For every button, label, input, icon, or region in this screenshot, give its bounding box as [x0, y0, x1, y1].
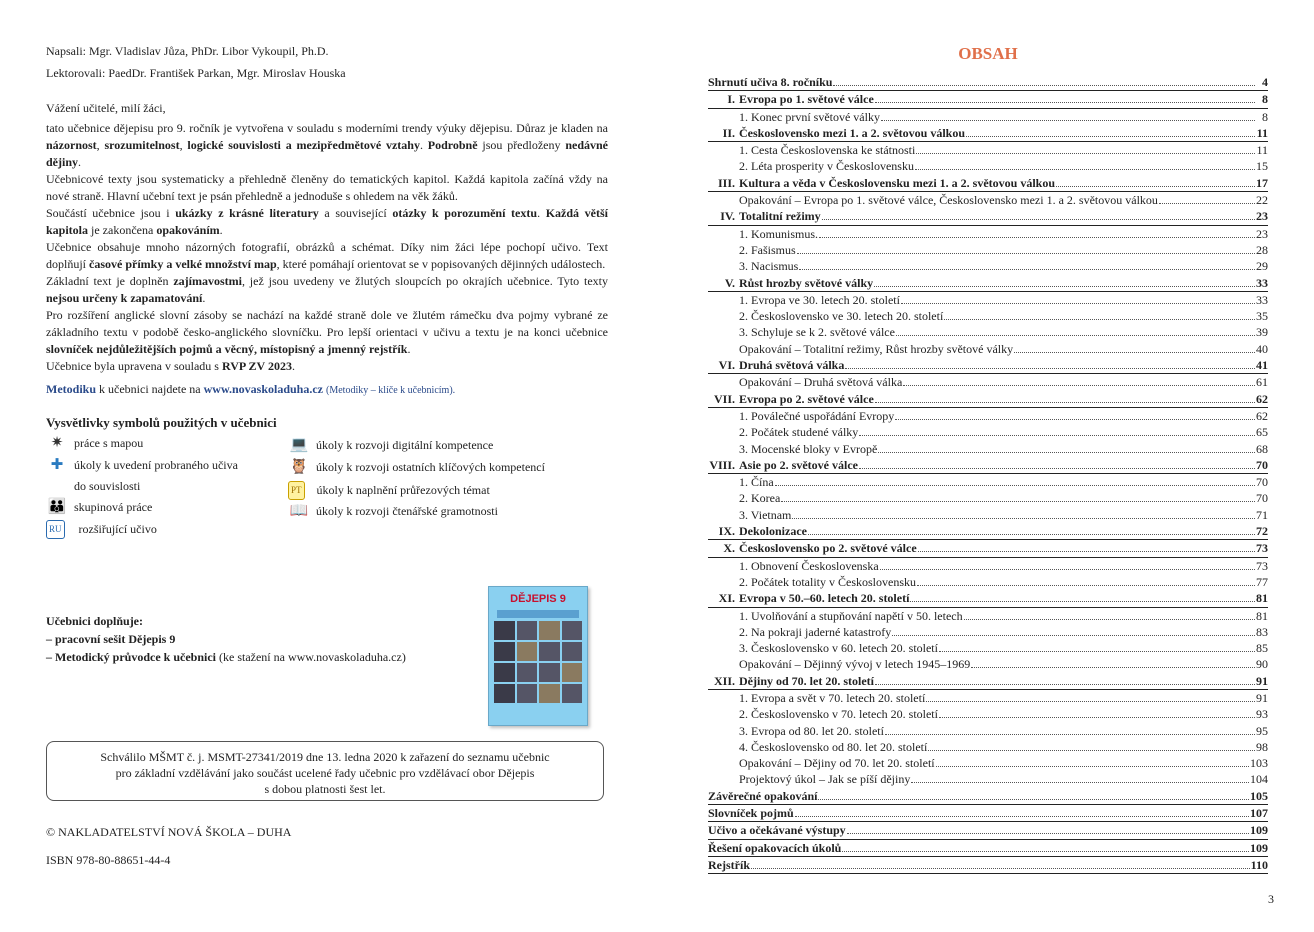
- page-number: 3: [1268, 892, 1274, 906]
- supplement-item: – pracovní sešit Dějepis 9: [46, 632, 176, 646]
- toc-leader-dots: [822, 219, 1255, 220]
- toc-entry-page: 28: [1256, 242, 1268, 257]
- approval-line: s dobou platnosti šest let.: [264, 782, 386, 796]
- isbn: ISBN 978-80-88651-44-4: [46, 853, 171, 867]
- toc-entry: [708, 226, 1268, 242]
- left-page: [46, 40, 609, 867]
- toc-leader-dots: [1014, 352, 1255, 353]
- toc-leader-dots: [964, 619, 1255, 620]
- toc-entry: [708, 91, 1268, 108]
- toc-entry-title: 1. Evropa a svět v 70. letech 20. století: [739, 690, 926, 705]
- methodology-small-note: (Metodiky – klíče k učebnicím).: [326, 385, 456, 396]
- owl-icon: 🦉: [289, 459, 309, 475]
- toc-leader-dots: [818, 799, 1249, 800]
- toc-entry: [708, 424, 1268, 440]
- toc-entry-title: Evropa v 50.–60. letech 20. století: [739, 591, 910, 606]
- toc-entry-page: 11: [1256, 125, 1268, 140]
- toc-leader-dots: [799, 269, 1255, 270]
- approval-line: Schválilo MŠMT č. j. MSMT-27341/2019 dne 13. ledna 2020 k zařazení do seznamu učebnic: [100, 750, 550, 764]
- legend-context-cont: [74, 478, 140, 495]
- greeting: Vážení učitelé, milí žáci,: [46, 101, 166, 115]
- toc-entry-page: 91: [1256, 673, 1268, 688]
- toc-leader-dots: [859, 435, 1255, 436]
- toc-entry-number: VIII.: [709, 457, 735, 472]
- legend-group: [46, 499, 152, 516]
- toc-entry-title: 3. Vietnam: [739, 507, 792, 522]
- toc-entry-title: 2. Na pokraji jaderné katastrofy: [739, 624, 892, 639]
- toc-entry: [708, 739, 1268, 755]
- toc-entry-title: Růst hrozby světové války: [739, 275, 874, 290]
- intro-text: [46, 100, 608, 375]
- toc-entry: [708, 125, 1268, 142]
- toc-entry-page: 73: [1256, 558, 1268, 573]
- toc-title: OBSAH: [958, 44, 1018, 63]
- toc-entry-page: 81: [1256, 591, 1268, 606]
- toc-leader-dots: [896, 335, 1255, 336]
- toc-leader-dots: [875, 684, 1255, 685]
- toc-entry: [708, 624, 1268, 640]
- legend-digital: [288, 437, 493, 454]
- toc-entry: [708, 507, 1268, 523]
- toc-leader-dots: [910, 601, 1255, 602]
- legend-label: práce s mapou: [74, 436, 144, 450]
- toc-entry-title: 2. Československo ve 30. letech 20. století: [739, 309, 944, 324]
- toc-entry-title: 1. Čína: [739, 475, 774, 490]
- toc-leader-dots: [895, 419, 1255, 420]
- toc-entry-title: 1. Uvolňování a stupňování napětí v 50. letech: [739, 608, 963, 623]
- table-of-contents: [708, 74, 1268, 874]
- toc-entry-page: 85: [1256, 641, 1268, 656]
- intro-paragraph: Učebnice byla upravena v souladu s RVP ZV 2023.: [46, 359, 295, 373]
- toc-entry-number: V.: [724, 275, 735, 290]
- toc-entry: [708, 74, 1268, 91]
- workbook-cover-image: [488, 586, 588, 726]
- toc-entry-page: 110: [1250, 857, 1268, 872]
- legend-reading: [288, 503, 498, 520]
- toc-leader-dots: [833, 85, 1255, 86]
- toc-entry-page: 11: [1256, 143, 1268, 158]
- toc-entry-title: 3. Evropa od 80. let 20. století: [739, 723, 884, 738]
- symbol-legend: [46, 435, 608, 555]
- toc-entry: [708, 391, 1268, 408]
- toc-entry-title: Asie po 2. světové válce: [739, 457, 858, 472]
- toc-entry-page: 109: [1250, 840, 1268, 855]
- toc-leader-dots: [792, 518, 1255, 519]
- toc-entry: [708, 656, 1268, 672]
- reviewers: Lektorovali: PaedDr. František Parkan, Mgr. Miroslav Houska: [46, 66, 346, 80]
- toc-entry: [708, 523, 1268, 540]
- legend-label: úkoly k rozvoji čtenářské gramotnosti: [316, 504, 498, 518]
- toc-leader-dots: [819, 237, 1255, 238]
- toc-entry: [708, 258, 1268, 274]
- toc-entry-number: X.: [723, 541, 735, 556]
- toc-entry-number: IX.: [718, 524, 735, 539]
- legend-cross: [288, 481, 490, 500]
- intro-paragraph: Učebnicové texty jsou systematicky a přehledně členěny do tematických kapitol. Každá kapitola začíná vždy na nové straně. Hlavní učební text je psán přehledně a jednoduše s ohledem na věk žáků.: [46, 172, 608, 203]
- methodology-link[interactable]: Metodiku: [46, 382, 97, 396]
- supplement-item-bold: – Metodický průvodce k učebnici: [46, 650, 216, 664]
- toc-entry-number: III.: [717, 175, 735, 190]
- toc-entry-page: 62: [1256, 408, 1268, 423]
- toc-leader-dots: [915, 169, 1255, 170]
- toc-leader-dots: [880, 569, 1255, 570]
- toc-entry-page: 70: [1256, 491, 1268, 506]
- toc-leader-dots: [936, 766, 1249, 767]
- supplement-title: Učebnici doplňuje:: [46, 614, 144, 628]
- toc-entry: [708, 755, 1268, 771]
- toc-entry-title: 3. Mocenské bloky v Evropě: [739, 441, 878, 456]
- toc-entry-title: Shrnutí učiva 8. ročníku: [708, 75, 833, 89]
- toc-leader-dots: [781, 501, 1255, 502]
- legend-context: [46, 457, 238, 474]
- legend-map: [46, 435, 143, 452]
- toc-leader-dots: [911, 782, 1249, 783]
- toc-entry-title: Učivo a očekávané výstupy: [708, 823, 846, 838]
- toc-leader-dots: [795, 816, 1249, 817]
- toc-entry-page: 41: [1256, 358, 1268, 373]
- intro-paragraph: Součástí učebnice jsou i ukázky z krásné literatury a související otázky k porozumění textu. Každá větší kapitola je zakončena opakováním.: [46, 206, 609, 237]
- toc-entry: [708, 408, 1268, 424]
- cover-title: DĚJEPIS 9: [510, 593, 566, 605]
- pt-badge-icon: PT: [288, 481, 305, 500]
- toc-leader-dots: [916, 153, 1255, 154]
- toc-entry-title: 1. Konec první světové války: [739, 109, 880, 124]
- legend-key: [288, 459, 545, 476]
- toc-leader-dots: [939, 651, 1255, 652]
- toc-entry: [708, 840, 1268, 857]
- toc-entry-page: 72: [1256, 524, 1268, 539]
- credits: [46, 40, 608, 84]
- toc-entry-number: XI.: [718, 591, 735, 606]
- toc-entry-title: Československo mezi 1. a 2. světovou válkou: [739, 125, 966, 140]
- toc-leader-dots: [892, 635, 1255, 636]
- toc-leader-dots: [845, 368, 1255, 369]
- toc-leader-dots: [878, 452, 1255, 453]
- toc-entry-page: 61: [1256, 375, 1268, 390]
- toc-entry-title: 1. Obnovení Československa: [739, 558, 879, 573]
- toc-entry: [708, 242, 1268, 258]
- cover-subtitle-bar: [497, 610, 579, 618]
- toc-leader-dots: [903, 385, 1255, 386]
- legend-label: rozšiřující učivo: [78, 522, 157, 536]
- supplement: [46, 612, 406, 666]
- toc-entry-title: Opakování – Evropa po 1. světové válce, Československo mezi 1. a 2. světovou válkou: [739, 193, 1158, 208]
- toc-leader-dots: [944, 319, 1255, 320]
- toc-entry-title: 3. Nacismus: [739, 259, 799, 274]
- toc-entry-page: 71: [1256, 507, 1268, 522]
- toc-entry-title: 2. Československo v 70. letech 20. století: [739, 707, 938, 722]
- toc-entry-page: 83: [1256, 624, 1268, 639]
- toc-entry: [708, 673, 1268, 690]
- toc-entry-page: 35: [1256, 309, 1268, 324]
- group-people-icon: 👪: [47, 499, 67, 515]
- toc-entry-title: Dějiny od 70. let 20. století: [739, 673, 874, 688]
- toc-entry: [708, 175, 1268, 192]
- supplement-item-rest: (ke stažení na www.novaskoladuha.cz): [216, 650, 406, 664]
- toc-entry-title: 1. Poválečné uspořádání Evropy: [739, 408, 895, 423]
- toc-entry-number: II.: [722, 125, 735, 140]
- toc-entry-page: 4: [1262, 75, 1268, 89]
- toc-leader-dots: [917, 585, 1255, 586]
- toc-entry: [708, 540, 1268, 557]
- toc-entry-title: Závěrečné opakování: [708, 788, 818, 803]
- toc-entry: [708, 822, 1268, 839]
- toc-entry-title: Opakování – Totalitní režimy, Růst hrozby světové války: [739, 341, 1014, 356]
- toc-entry: [708, 308, 1268, 324]
- toc-entry-page: 95: [1256, 723, 1268, 738]
- toc-entry: [708, 788, 1268, 805]
- toc-entry-page: 104: [1250, 772, 1268, 787]
- toc-entry-page: 70: [1256, 475, 1268, 490]
- toc-entry-title: 2. Léta prosperity v Československu: [739, 159, 914, 174]
- open-book-icon: 📖: [289, 503, 309, 519]
- toc-entry-page: 22: [1256, 193, 1268, 208]
- legend-label: úkoly k rozvoji digitální kompetence: [316, 438, 494, 452]
- toc-entry-title: Projektový úkol – Jak se píší dějiny: [739, 772, 911, 787]
- toc-entry-page: 98: [1256, 739, 1268, 754]
- methodology-text: k učebnici najdete na: [96, 382, 204, 396]
- toc-leader-dots: [928, 750, 1255, 751]
- toc-leader-dots: [875, 402, 1255, 403]
- toc-entry: [708, 357, 1268, 374]
- toc-leader-dots: [1159, 203, 1255, 204]
- toc-entry-title: Kultura a věda v Československu mezi 1. a 2. světovou válkou: [739, 175, 1056, 190]
- toc-entry-page: 105: [1250, 788, 1268, 803]
- copyright: © NAKLADATELSTVÍ NOVÁ ŠKOLA – DUHA: [46, 825, 292, 839]
- toc-entry-title: 4. Československo od 80. let 20. století: [739, 739, 928, 754]
- toc-entry: [708, 490, 1268, 506]
- toc-entry: [708, 457, 1268, 474]
- toc-entry-page: 8: [1262, 109, 1268, 124]
- toc-entry-page: 8: [1262, 92, 1268, 107]
- toc-entry: [708, 474, 1268, 490]
- toc-entry: [708, 590, 1268, 607]
- toc-entry: [708, 771, 1268, 787]
- toc-entry-page: 81: [1256, 608, 1268, 623]
- legend-label: skupinová práce: [74, 500, 153, 514]
- legend-label: úkoly k rozvoji ostatních klíčových kompetencí: [316, 460, 545, 474]
- methodology-note: [46, 381, 608, 399]
- toc-entry-number: IV.: [720, 209, 735, 224]
- toc-entry-number: XII.: [713, 673, 735, 688]
- toc-leader-dots: [751, 868, 1250, 869]
- intro-paragraph: tato učebnice dějepisu pro 9. ročník je vytvořena v souladu s moderními trendy výuky dějepisu. Důraz je kladen na názornost, srozumitelnost, logické souvislosti a mezipředmětové vztahy. Podrobně jsou předloženy nedávné dějiny.: [46, 121, 608, 169]
- toc-leader-dots: [808, 534, 1255, 535]
- toc-entry: [708, 158, 1268, 174]
- toc-entry: [708, 574, 1268, 590]
- toc-entry-number: VI.: [718, 358, 735, 373]
- toc-leader-dots: [966, 136, 1255, 137]
- toc-entry: [708, 208, 1268, 225]
- toc-entry: [708, 723, 1268, 739]
- toc-entry-title: 1. Komunismus.: [739, 226, 819, 241]
- toc-entry-page: 33: [1256, 275, 1268, 290]
- toc-entry-title: 2. Fašismus: [739, 242, 796, 257]
- legend-label: do souvislosti: [74, 479, 141, 493]
- toc-entry-page: 68: [1256, 441, 1268, 456]
- toc-entry-title: 1. Evropa ve 30. letech 20. století: [739, 292, 900, 307]
- toc-entry-title: Evropa po 2. světové válce: [739, 391, 874, 406]
- toc-entry-page: 91: [1256, 690, 1268, 705]
- toc-entry: [708, 690, 1268, 706]
- toc-entry-title: Řešení opakovacích úkolů: [708, 840, 842, 855]
- intro-paragraph: Učebnice obsahuje mnoho názorných fotografií, obrázků a schémat. Díky nim žáci lépe pochopí učivo. Text doplňují časové přímky a velké množství map, které pomáhají orientovat se v popisovaných dějinných událostech.: [46, 240, 608, 271]
- legend-title: Vysvětlivky symbolů použitých v učebnici: [46, 415, 277, 430]
- toc-entry: [708, 805, 1268, 822]
- toc-entry-title: 1. Cesta Československa ke státnosti: [739, 143, 916, 158]
- toc-entry: [708, 374, 1268, 390]
- toc-entry-title: Slovníček pojmů: [708, 806, 794, 821]
- toc-entry-page: 23: [1256, 226, 1268, 241]
- approval-box: [46, 741, 604, 801]
- toc-entry-page: 73: [1256, 541, 1268, 556]
- toc-entry-page: 65: [1256, 425, 1268, 440]
- toc-leader-dots: [918, 551, 1255, 552]
- toc-entry-page: 93: [1256, 707, 1268, 722]
- legend-extend: [46, 520, 157, 539]
- approval-line: pro základní vzdělávání jako součást ucelené řady učebnic pro vzdělávací obor Dějepis: [115, 766, 535, 780]
- toc-leader-dots: [926, 701, 1255, 702]
- toc-entry: [708, 608, 1268, 624]
- toc-entry-title: Rejstřík: [708, 857, 750, 872]
- toc-leader-dots: [847, 833, 1249, 834]
- toc-entry-page: 15: [1256, 159, 1268, 174]
- toc-entry-number: I.: [727, 92, 735, 107]
- toc-entry: [708, 441, 1268, 457]
- toc-entry-page: 109: [1250, 823, 1268, 838]
- website-link[interactable]: www.novaskoladuha.cz: [203, 382, 324, 396]
- toc-leader-dots: [901, 303, 1255, 304]
- toc-leader-dots: [797, 253, 1255, 254]
- toc-entry-page: 33: [1256, 292, 1268, 307]
- toc-entry-page: 107: [1250, 806, 1268, 821]
- toc-entry-page: 62: [1256, 391, 1268, 406]
- toc-leader-dots: [881, 120, 1255, 121]
- toc-leader-dots: [874, 286, 1255, 287]
- toc-entry-page: 23: [1256, 209, 1268, 224]
- puzzle-icon: ✚: [50, 457, 64, 473]
- toc-entry-title: Evropa po 1. světové válce: [739, 92, 874, 107]
- toc-entry: [708, 275, 1268, 292]
- toc-entry-page: 70: [1256, 457, 1268, 472]
- toc-entry-page: 40: [1256, 341, 1268, 356]
- toc-leader-dots: [875, 102, 1255, 103]
- toc-entry: [708, 706, 1268, 722]
- authors: Napsali: Mgr. Vladislav Jůza, PhDr. Libor Vykoupil, Ph.D.: [46, 44, 329, 58]
- toc-entry-title: 3. Schyluje se k 2. světové válce: [739, 325, 895, 340]
- cover-photo-grid: [494, 621, 582, 703]
- toc-entry-title: Totalitní režimy: [739, 209, 821, 224]
- toc-leader-dots: [939, 717, 1255, 718]
- toc-entry-title: Opakování – Dějiny od 70. let 20. století: [739, 756, 935, 771]
- toc-entry-page: 29: [1256, 259, 1268, 274]
- toc-entry: [708, 192, 1268, 208]
- toc-entry: [708, 292, 1268, 308]
- toc-entry-title: Dekolonizace: [739, 524, 807, 539]
- toc-entry-number: VII.: [713, 391, 735, 406]
- toc-leader-dots: [971, 667, 1255, 668]
- toc-entry: [708, 558, 1268, 574]
- intro-paragraph: Pro rozšíření anglické slovní zásoby se nachází na každé straně dole ve žlutém rámečku dva pojmy vybrané ze základního textu v podobě česko-anglického slovníčku. Pro lepší orientaci v učivu a textu je na konci učebnice slovníček nejdůležitějších pojmů a věcný, místopisný a jmenný rejstřík.: [46, 308, 608, 356]
- toc-entry: [708, 640, 1268, 656]
- toc-entry-page: 90: [1256, 657, 1268, 672]
- computer-icon: 💻: [289, 437, 309, 453]
- toc-entry: [708, 857, 1268, 874]
- toc-entry: [708, 142, 1268, 158]
- toc-entry: [708, 109, 1268, 125]
- toc-entry: [708, 341, 1268, 357]
- toc-leader-dots: [885, 734, 1255, 735]
- toc-entry-title: 2. Počátek totality v Československu: [739, 574, 916, 589]
- toc-leader-dots: [1056, 186, 1255, 187]
- intro-paragraph: Základní text je doplněn zajímavostmi, jež jsou uvedeny ve žlutých sloupcích po okrajích učebnice. Tyto texty nejsou určeny k zapamatování.: [46, 274, 608, 305]
- ru-badge-icon: RU: [46, 520, 65, 539]
- toc-entry-page: 39: [1256, 325, 1268, 340]
- compass-rose-icon: ✷: [50, 435, 64, 451]
- toc-entry-title: 3. Československo v 60. letech 20. století: [739, 641, 938, 656]
- toc-entry-page: 17: [1256, 175, 1268, 190]
- toc-entry-page: 103: [1250, 756, 1268, 771]
- toc-leader-dots: [775, 485, 1255, 486]
- toc-entry-title: Opakování – Dějinný vývoj v letech 1945–1969: [739, 657, 971, 672]
- toc-leader-dots: [859, 468, 1255, 469]
- toc-entry-title: 2. Počátek studené války: [739, 425, 859, 440]
- supplement-item: [46, 648, 406, 666]
- toc-entry-title: Druhá světová válka: [739, 358, 845, 373]
- legend-label: úkoly k naplnění průřezových témat: [316, 483, 490, 497]
- toc-entry-title: Opakování – Druhá světová válka: [739, 375, 903, 390]
- toc-entry: [708, 324, 1268, 340]
- legend-label: úkoly k uvedení probraného učiva: [74, 458, 238, 472]
- toc-entry-title: Československo po 2. světové válce: [739, 541, 917, 556]
- toc-entry-title: 2. Korea: [739, 491, 781, 506]
- toc-entry-page: 77: [1256, 574, 1268, 589]
- toc-leader-dots: [842, 851, 1249, 852]
